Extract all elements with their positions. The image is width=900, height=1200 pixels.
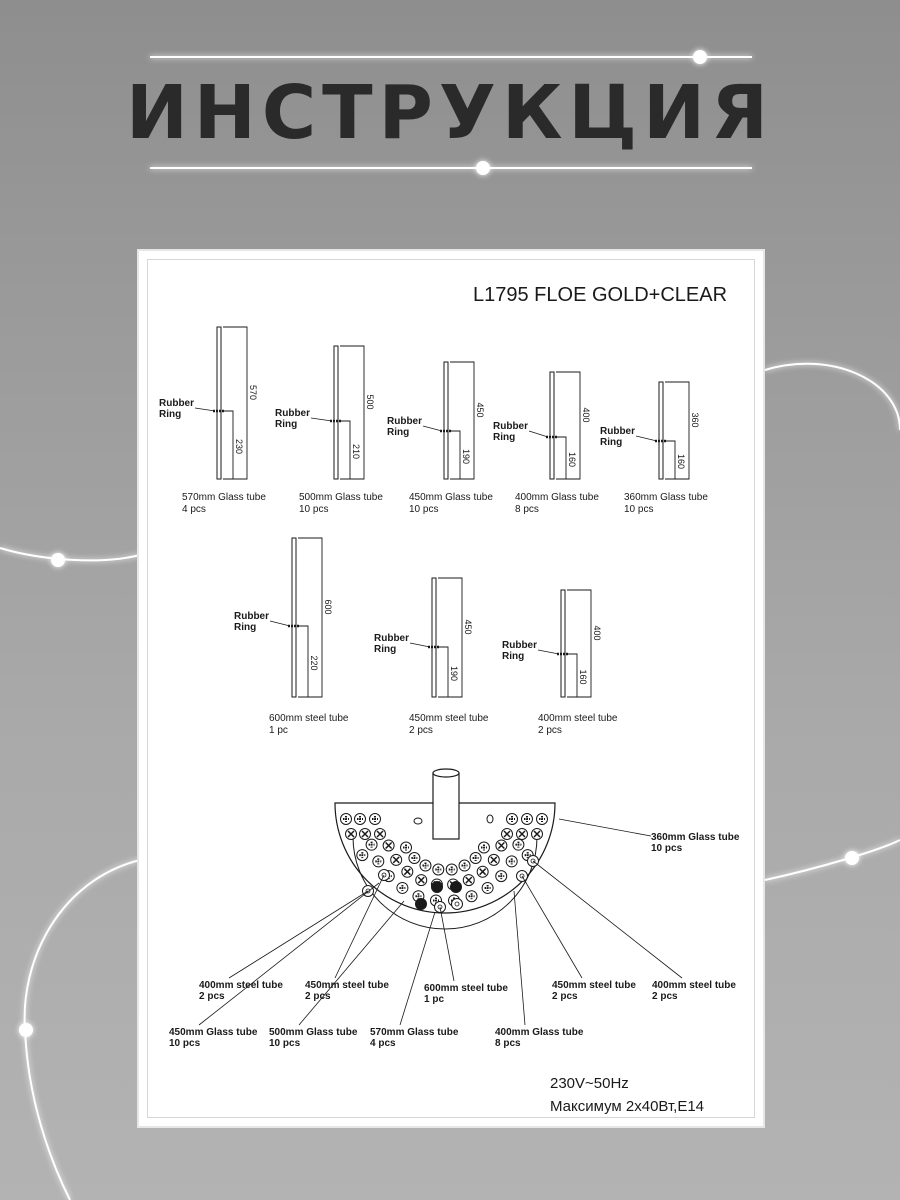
dimension-total (340, 346, 364, 479)
right-glow-curve (765, 364, 900, 880)
steel-tube-qty: 2 pcs (409, 725, 433, 736)
model-title: L1795 FLOE GOLD+CLEAR (473, 284, 728, 306)
center-stem-top (433, 769, 459, 777)
glass-tube-name: 500mm Glass tube (299, 492, 383, 503)
rubber-ring-label: Rubber (493, 421, 528, 432)
plate-hole-solid (415, 898, 427, 910)
plate-hole (459, 860, 470, 871)
dimension-total (223, 327, 247, 479)
rubber-ring-label: Rubber (234, 611, 269, 622)
glow-dot (476, 161, 490, 175)
rubber-ring-label: Rubber (387, 416, 422, 427)
rubber-ring-leader (636, 436, 657, 441)
dimension-total-label: 570 (248, 385, 258, 401)
callout-c360_glass (559, 819, 740, 854)
callout-name: 360mm Glass tube (651, 832, 740, 843)
glow-dot (19, 1023, 33, 1037)
glow-dot (51, 553, 65, 567)
plate-hole (466, 891, 477, 902)
callout-qty: 2 pcs (652, 991, 678, 1002)
dimension-lower-label: 190 (461, 449, 471, 465)
callout-name: 570mm Glass tube (370, 1027, 459, 1038)
center-stem (433, 773, 459, 839)
rubber-ring-label: Rubber (374, 633, 409, 644)
dimension-total (298, 538, 322, 697)
callout-name: 400mm steel tube (199, 980, 283, 991)
glass-tube-body (659, 382, 663, 479)
spec-max-power: Максимум 2х40Вт,Е14 (550, 1098, 705, 1115)
callout-name: 450mm steel tube (305, 980, 389, 991)
plate-hole (537, 814, 548, 825)
dimension-lower (438, 647, 448, 697)
dimension-lower (450, 431, 460, 479)
glass-tube-qty: 4 pcs (182, 504, 206, 515)
dimension-total-label: 400 (581, 407, 591, 423)
callout-leader (400, 912, 435, 1025)
rubber-ring-leader (538, 650, 559, 654)
rubber-ring-label: Ring (493, 432, 516, 443)
plate-hole (488, 854, 499, 865)
callout-leader (514, 891, 525, 1025)
callout-qty: 8 pcs (495, 1038, 521, 1049)
callout-name: 400mm steel tube (652, 980, 736, 991)
plate-hole (452, 899, 463, 910)
plate-hole (375, 829, 386, 840)
rubber-ring-label: Ring (374, 644, 397, 655)
glass-tube-name: 450mm Glass tube (409, 492, 493, 503)
bottom-left-glow-curve (25, 860, 140, 1200)
glass-tube-4 (600, 382, 708, 515)
callout-name: 600mm steel tube (424, 983, 508, 994)
plate-hole (522, 814, 533, 825)
rubber-ring-leader (270, 621, 290, 626)
callout-name: 400mm Glass tube (495, 1027, 584, 1038)
callout-name: 450mm steel tube (552, 980, 636, 991)
glass-tube-qty: 10 pcs (409, 504, 439, 515)
plate-hole (506, 856, 517, 867)
callout-c400_glass (495, 891, 584, 1049)
plate-hole-solid (450, 881, 462, 893)
callout-leader (299, 901, 404, 1025)
plate-hole (355, 814, 366, 825)
plate-hole-center (455, 902, 459, 906)
rubber-ring-leader (311, 418, 332, 421)
callout-name: 500mm Glass tube (269, 1027, 358, 1038)
dimension-total-label: 450 (463, 619, 473, 635)
glass-tube-name: 570mm Glass tube (182, 492, 266, 503)
steel-tube-qty: 1 pc (269, 725, 288, 736)
plate-hole (496, 840, 507, 851)
plate-hole (341, 814, 352, 825)
plate-hole (391, 854, 402, 865)
dimension-lower-label: 220 (309, 655, 319, 671)
dimension-lower-label: 230 (234, 439, 244, 455)
callout-leader (559, 819, 651, 836)
callout-qty: 1 pc (424, 994, 445, 1005)
glow-dot (845, 851, 859, 865)
rubber-ring-label: Ring (159, 409, 182, 420)
glass-tube-qty: 10 pcs (299, 504, 329, 515)
rubber-ring-leader (410, 643, 430, 647)
dimension-total-label: 400 (592, 625, 602, 641)
rubber-ring-leader (423, 426, 442, 431)
plate-hole (409, 852, 420, 863)
plate-hole (450, 881, 462, 893)
plate-hole (496, 871, 507, 882)
steel-tube-1 (374, 578, 489, 736)
glass-tube-1 (275, 346, 383, 515)
glass-tube-name: 360mm Glass tube (624, 492, 708, 503)
rubber-ring-label: Ring (600, 437, 623, 448)
plate-hole (463, 875, 474, 886)
glass-tube-body (444, 362, 448, 479)
spec-voltage: 230V~50Hz (550, 1075, 629, 1092)
plate-hole (446, 864, 457, 875)
callout-qty: 4 pcs (370, 1038, 396, 1049)
steel-tube-2 (502, 590, 618, 736)
plate-hole (431, 881, 443, 893)
plate-hole (366, 839, 377, 850)
steel-tube-body (561, 590, 565, 697)
plate-hole (532, 829, 543, 840)
steel-tube-0 (234, 538, 349, 736)
mounting-plate (335, 769, 555, 929)
dimension-lower (556, 437, 566, 479)
rubber-ring-leader (195, 408, 215, 411)
plate-hole (507, 814, 518, 825)
callout-leader (522, 876, 582, 978)
page-title: ИНСТРУКЦИЯ (126, 70, 774, 156)
glass-tube-body (217, 327, 221, 479)
callout-qty: 10 pcs (651, 843, 683, 854)
glass-tube-name: 400mm Glass tube (515, 492, 599, 503)
left-glow-curve (0, 548, 140, 560)
callout-qty: 2 pcs (305, 991, 331, 1002)
plate-hole (401, 842, 412, 853)
assembly-diagram (139, 251, 767, 1130)
plate-hole (402, 866, 413, 877)
dimension-lower (340, 421, 350, 479)
dimension-lower (298, 626, 308, 697)
plate-hole (360, 829, 371, 840)
callout-qty: 2 pcs (552, 991, 578, 1002)
callout-name: 450mm Glass tube (169, 1027, 258, 1038)
callout-c600_steel (424, 907, 508, 1005)
callout-leader (199, 883, 379, 1025)
tube-drawings (159, 327, 708, 736)
callout-qty: 10 pcs (169, 1038, 201, 1049)
dimension-lower (567, 654, 577, 697)
plate-hole (373, 856, 384, 867)
callout-leader (229, 891, 368, 978)
plate-hole (397, 882, 408, 893)
dimension-lower-label: 160 (567, 452, 577, 468)
plate-hole (477, 866, 488, 877)
plate-hole (420, 860, 431, 871)
dimension-total-label: 450 (475, 402, 485, 418)
plate-hole (383, 840, 394, 851)
dimension-total-label: 360 (690, 412, 700, 428)
plate-hole (470, 852, 481, 863)
dimension-lower-label: 190 (449, 666, 459, 682)
rubber-ring-label: Rubber (159, 398, 194, 409)
plate-hole-solid (431, 881, 443, 893)
plate-hole (433, 864, 444, 875)
plate-hole (416, 875, 427, 886)
plate-hole (517, 829, 528, 840)
plate-hole (346, 829, 357, 840)
glass-tube-body (550, 372, 554, 479)
rubber-ring-leader (529, 431, 548, 437)
glass-tube-body (334, 346, 338, 479)
rubber-ring-label: Ring (502, 651, 525, 662)
rubber-ring-label: Ring (387, 427, 410, 438)
rubber-ring-label: Rubber (600, 426, 635, 437)
plate-hole (370, 814, 381, 825)
glass-tube-3 (493, 372, 599, 515)
plate-hole (482, 882, 493, 893)
glass-tube-2 (387, 362, 493, 515)
plate-hole (502, 829, 513, 840)
rubber-ring-label: Ring (234, 622, 257, 633)
dimension-lower (665, 441, 675, 479)
plate-hole (415, 898, 427, 910)
callout-leader (335, 875, 384, 978)
steel-tube-qty: 2 pcs (538, 725, 562, 736)
callout-c450_glass (169, 883, 379, 1049)
dimension-total-label: 600 (323, 599, 333, 615)
glass-tube-qty: 10 pcs (624, 504, 654, 515)
callout-qty: 10 pcs (269, 1038, 301, 1049)
plate-hole (357, 850, 368, 861)
dimension-lower-label: 160 (676, 454, 686, 470)
dimension-lower (223, 411, 233, 479)
plate-hole (513, 839, 524, 850)
instruction-sheet (137, 249, 765, 1128)
steel-tube-name: 400mm steel tube (538, 713, 618, 724)
callout-leader (533, 861, 682, 978)
callout-leader (440, 907, 454, 981)
rubber-ring-label: Ring (275, 419, 298, 430)
callout-qty: 2 pcs (199, 991, 225, 1002)
steel-tube-name: 450mm steel tube (409, 713, 489, 724)
glow-dot (693, 50, 707, 64)
dimension-lower-label: 210 (351, 444, 361, 460)
dimension-lower-label: 160 (578, 669, 588, 685)
rubber-ring-label: Rubber (275, 408, 310, 419)
steel-tube-body (292, 538, 296, 697)
callout-c450_steel_right (522, 876, 636, 1002)
dimension-total-label: 500 (365, 394, 375, 410)
plate-hole (478, 842, 489, 853)
glass-tube-0 (159, 327, 266, 515)
rubber-ring-label: Rubber (502, 640, 537, 651)
steel-tube-name: 600mm steel tube (269, 713, 349, 724)
steel-tube-body (432, 578, 436, 697)
glass-tube-qty: 8 pcs (515, 504, 539, 515)
callout-c450_steel_left (305, 875, 389, 1002)
